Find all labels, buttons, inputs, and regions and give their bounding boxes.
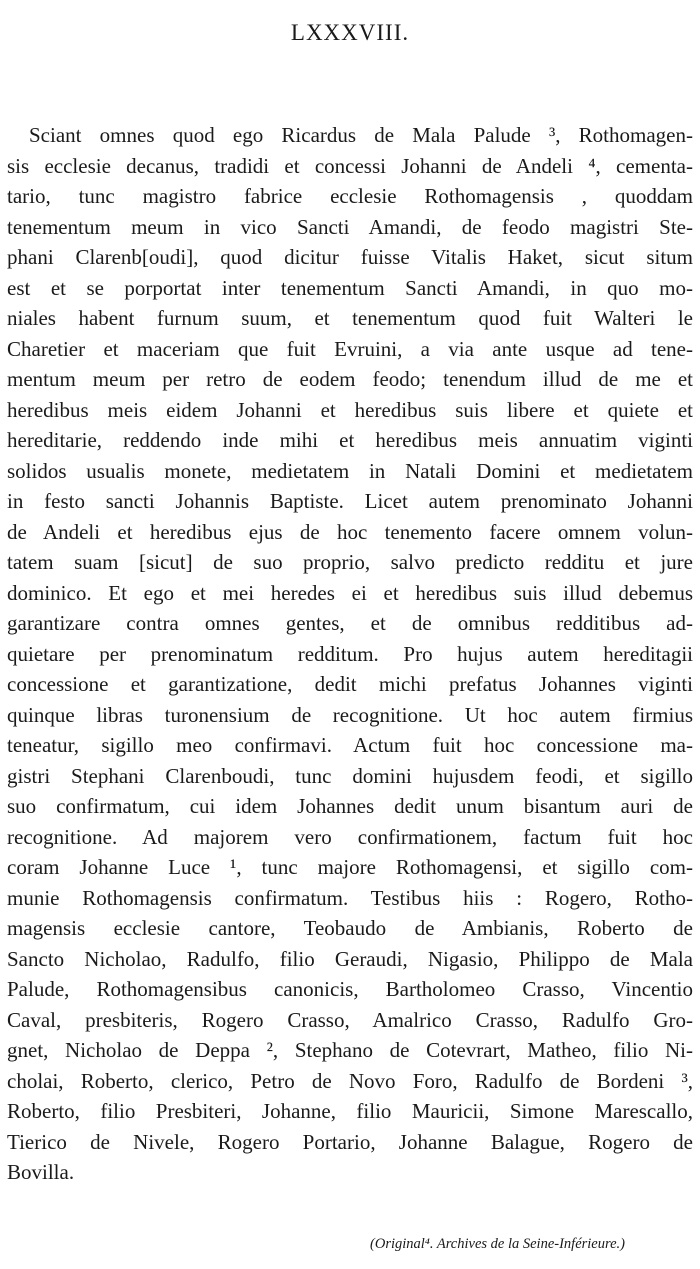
text-line: recognitione. Ad majorem vero confirmationem, factum fuit hoc bbox=[7, 824, 693, 849]
source-note: (Original⁴. Archives de la Seine-Inférieure.) bbox=[370, 1236, 625, 1252]
text-line: Sciant omnes quod ego Ricardus de Mala Palude ³, Rothomagen- bbox=[29, 123, 693, 147]
text-line: phani Clarenb[oudi], quod dicitur fuisse Vitalis Haket, sicut situm bbox=[7, 245, 693, 269]
text-line: de Andeli et heredibus ejus de hoc tenemento facere omnem volun- bbox=[7, 519, 693, 544]
text-line: tatem suam [sicut] de suo proprio, salvo predicto redditu et jure bbox=[7, 550, 693, 574]
text-line: solidos usualis monete, medietatem in Natali Domini et medietatem bbox=[7, 458, 693, 483]
text-line: mentum meum per retro de eodem feodo; tenendum illud de me et bbox=[7, 367, 693, 391]
text-line: munie Rothomagensis confirmatum. Testibus hiis : Rogero, Rotho- bbox=[7, 885, 693, 910]
text-line: dominico. Et ego et mei heredes ei et heredibus suis illud debemus bbox=[7, 580, 693, 605]
text-line: Palude, Rothomagensibus canonicis, Bartholomeo Crasso, Vincentio bbox=[7, 977, 693, 1001]
text-line: in festo sancti Johannis Baptiste. Licet autem prenominato Johanni bbox=[7, 489, 693, 513]
text-line: Bovilla. bbox=[7, 1160, 75, 1184]
text-line: Caval, presbiteris, Rogero Crasso, Amalrico Crasso, Radulfo Gro- bbox=[7, 1007, 693, 1032]
text-line: gnet, Nicholao de Deppa ², Stephano de Cotevrart, Matheo, filio Ni- bbox=[7, 1038, 693, 1062]
text-line: sis ecclesie decanus, tradidi et concessi Johanni de Andeli ⁴, cementa- bbox=[7, 153, 693, 178]
text-line: suo confirmatum, cui idem Johannes dedit unum bisantum auri de bbox=[7, 794, 693, 818]
text-line: tenementum meum in vico Sancti Amandi, de feodo magistri Ste- bbox=[7, 214, 693, 239]
text-line: garantizare contra omnes gentes, et de omnibus redditibus ad- bbox=[7, 611, 693, 635]
text-line: coram Johanne Luce ¹, tunc majore Rothomagensi, et sigillo com- bbox=[7, 855, 693, 879]
text-line: concessione et garantizatione, dedit michi prefatus Johannes viginti bbox=[7, 672, 693, 696]
text-line: magensis ecclesie cantore, Teobaudo de Ambianis, Roberto de bbox=[7, 916, 693, 940]
text-line: Sancto Nicholao, Radulfo, filio Geraudi, Nigasio, Philippo de Mala bbox=[7, 946, 693, 971]
text-line: tario, tunc magistro fabrice ecclesie Rothomagensis , quoddam bbox=[7, 184, 693, 208]
text-line: Tierico de Nivele, Rogero Portario, Johanne Balague, Rogero de bbox=[7, 1129, 693, 1154]
text-line: quietare per prenominatum redditum. Pro hujus autem hereditagii bbox=[7, 641, 693, 666]
text-line: Charetier et maceriam que fuit Evruini, a via ante usque ad tene- bbox=[7, 336, 693, 361]
text-line: teneatur, sigillo meo confirmavi. Actum fuit hoc concessione ma- bbox=[7, 733, 693, 757]
text-line: gistri Stephani Clarenboudi, tunc domini hujusdem feodi, et sigillo bbox=[7, 763, 693, 788]
charter-number-heading: LXXXVIII. bbox=[290, 20, 410, 45]
charter-text bbox=[7, 120, 693, 1188]
text-line: Roberto, filio Presbiteri, Johanne, filio Mauricii, Simone Marescallo, bbox=[7, 1099, 693, 1123]
text-line: est et se porportat inter tenementum Sancti Amandi, in quo mo- bbox=[7, 275, 693, 300]
text-line: hereditarie, reddendo inde mihi et heredibus meis annuatim viginti bbox=[7, 428, 693, 452]
text-line: niales habent furnum suum, et tenementum quod fuit Walteri le bbox=[7, 306, 693, 330]
text-line: heredibus meis eidem Johanni et heredibus suis libere et quiete et bbox=[7, 397, 693, 422]
text-line: cholai, Roberto, clerico, Petro de Novo Foro, Radulfo de Bordeni ³, bbox=[7, 1068, 693, 1093]
text-line: quinque libras turonensium de recognitione. Ut hoc autem firmius bbox=[7, 702, 693, 727]
